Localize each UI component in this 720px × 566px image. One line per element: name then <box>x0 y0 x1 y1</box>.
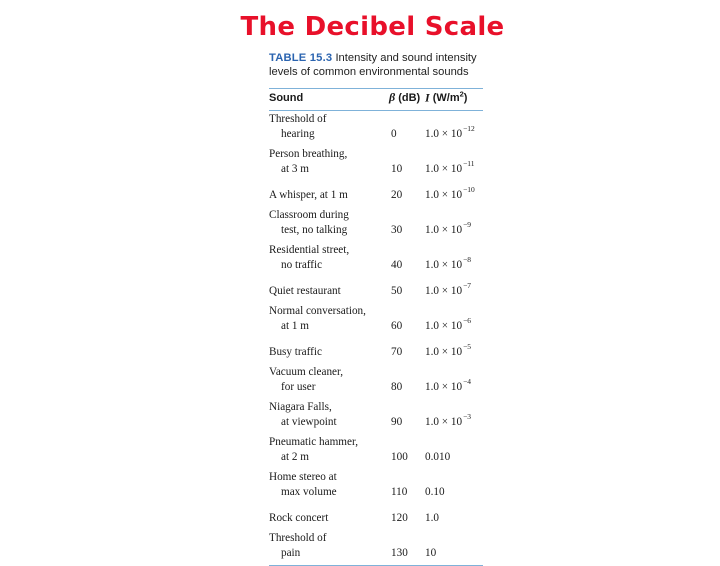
intensity-value: 1.0 × 10 <box>425 162 463 175</box>
db-cell: 130 <box>391 546 408 559</box>
sound-cell <box>269 204 379 239</box>
intensity-exponent: −11 <box>463 158 475 168</box>
intensity-cell <box>421 466 483 501</box>
intensity-value: 1.0 × 10 <box>425 345 463 358</box>
sound-name: Niagara Falls, <box>269 401 332 413</box>
slide-title: The Decibel Scale <box>240 12 505 42</box>
intensity-exponent: −12 <box>463 123 475 133</box>
table-caption-text: Intensity and sound intensity levels of common environmental sounds <box>269 52 477 78</box>
sound-name: Person breathing, <box>269 148 348 160</box>
intensity-value: 1.0 × 10 <box>425 258 463 271</box>
intensity-cell <box>421 501 483 527</box>
sound-name-continued: at 1 m <box>281 319 309 332</box>
intensity-value: 0.010 <box>425 450 451 463</box>
table-row <box>269 466 483 501</box>
intensity-exponent: −10 <box>463 184 475 194</box>
intensity-exponent: −3 <box>463 411 472 421</box>
table-label: TABLE 15.3 <box>269 52 333 64</box>
sound-cell <box>269 111 379 144</box>
sound-cell <box>269 143 379 178</box>
intensity-value: 1.0 <box>425 511 439 524</box>
table-row <box>269 143 483 178</box>
table-row <box>269 204 483 239</box>
sound-name: Home stereo at <box>269 471 337 483</box>
sound-name-continued: pain <box>281 546 301 559</box>
intensity-value: 10 <box>425 546 437 559</box>
table-body <box>269 111 483 563</box>
db-cell: 70 <box>391 345 403 358</box>
sound-name: Rock concert <box>269 511 329 524</box>
intensity-cell <box>421 527 483 562</box>
db-cell: 110 <box>391 485 408 498</box>
intensity-cell <box>421 143 483 178</box>
intensity-value: 1.0 × 10 <box>425 415 463 428</box>
table-row <box>269 396 483 431</box>
intensity-cell <box>421 111 483 144</box>
sound-cell <box>269 274 379 300</box>
sound-cell <box>269 300 379 335</box>
sound-name-continued: at 3 m <box>281 162 309 175</box>
header-sound: Sound <box>269 89 379 111</box>
sound-name: A whisper, at 1 m <box>269 188 348 201</box>
sound-cell <box>269 431 379 466</box>
sound-cell <box>269 239 379 274</box>
db-cell: 120 <box>391 511 408 524</box>
intensity-exponent: −9 <box>463 219 472 229</box>
db-cell: 0 <box>391 127 397 140</box>
intensity-exponent: −4 <box>463 376 472 386</box>
intensity-symbol: I <box>425 90 430 105</box>
intensity-cell <box>421 178 483 204</box>
intensity-value: 1.0 × 10 <box>425 127 463 140</box>
intensity-exponent: −5 <box>463 341 472 351</box>
beta-symbol: β <box>389 90 396 104</box>
sound-name-continued: max volume <box>281 485 337 498</box>
intensity-cell <box>421 431 483 466</box>
sound-cell <box>269 361 379 396</box>
sound-intensity-table <box>269 88 483 562</box>
sound-name-continued: no traffic <box>281 258 323 271</box>
header-db <box>379 89 421 111</box>
sound-cell <box>269 396 379 431</box>
table-row <box>269 431 483 466</box>
unit-exp: 2 <box>459 89 464 99</box>
db-cell: 60 <box>391 319 403 332</box>
table-caption <box>269 52 483 79</box>
intensity-exponent: −6 <box>463 315 472 325</box>
sound-name: Busy traffic <box>269 345 322 358</box>
table-row <box>269 361 483 396</box>
unit-post: ) <box>463 92 468 105</box>
intensity-cell <box>421 204 483 239</box>
sound-name-continued: for user <box>281 380 316 393</box>
db-cell: 30 <box>391 223 403 236</box>
sound-cell <box>269 178 379 204</box>
table-row <box>269 300 483 335</box>
intensity-cell <box>421 274 483 300</box>
sound-cell <box>269 527 379 562</box>
header-db-unit: (dB) <box>398 92 421 104</box>
intensity-cell <box>421 396 483 431</box>
db-cell: 100 <box>391 450 408 463</box>
sound-name: Quiet restaurant <box>269 284 341 297</box>
sound-name: Residential street, <box>269 244 350 256</box>
table-row <box>269 274 483 300</box>
intensity-value: 1.0 × 10 <box>425 284 463 297</box>
intensity-cell <box>421 300 483 335</box>
intensity-value: 0.10 <box>425 485 445 498</box>
sound-name: Threshold of <box>269 532 327 544</box>
intensity-value: 1.0 × 10 <box>425 319 463 332</box>
decibel-table <box>269 52 483 566</box>
intensity-value: 1.0 × 10 <box>425 223 463 236</box>
intensity-value: 1.0 × 10 <box>425 188 463 201</box>
intensity-exponent: −8 <box>463 254 472 264</box>
table-header-row <box>269 89 483 111</box>
db-cell: 90 <box>391 415 403 428</box>
table-row <box>269 178 483 204</box>
table-row <box>269 111 483 144</box>
db-cell: 50 <box>391 284 403 297</box>
sound-name-continued: test, no talking <box>281 223 348 236</box>
sound-cell <box>269 501 379 527</box>
sound-name-continued: at viewpoint <box>281 415 337 428</box>
table-row <box>269 335 483 361</box>
table-row <box>269 527 483 562</box>
intensity-exponent: −7 <box>463 280 472 290</box>
sound-cell <box>269 466 379 501</box>
unit-pre: (W/m <box>432 92 460 105</box>
intensity-value: 1.0 × 10 <box>425 380 463 393</box>
intensity-cell <box>421 335 483 361</box>
sound-name: Pneumatic hammer, <box>269 436 359 448</box>
sound-name: Threshold of <box>269 113 327 125</box>
header-intensity-unit <box>432 89 468 105</box>
sound-name-continued: at 2 m <box>281 450 309 463</box>
sound-cell <box>269 335 379 361</box>
db-cell: 10 <box>391 162 403 175</box>
sound-name-continued: hearing <box>281 127 315 140</box>
db-cell: 20 <box>391 188 403 201</box>
db-cell: 80 <box>391 380 403 393</box>
sound-name: Normal conversation, <box>269 305 366 317</box>
intensity-cell <box>421 239 483 274</box>
sound-name: Vacuum cleaner, <box>269 366 344 378</box>
intensity-cell <box>421 361 483 396</box>
table-row <box>269 239 483 274</box>
sound-name: Classroom during <box>269 209 349 221</box>
db-cell: 40 <box>391 258 403 271</box>
table-row <box>269 501 483 527</box>
header-intensity <box>421 89 483 111</box>
